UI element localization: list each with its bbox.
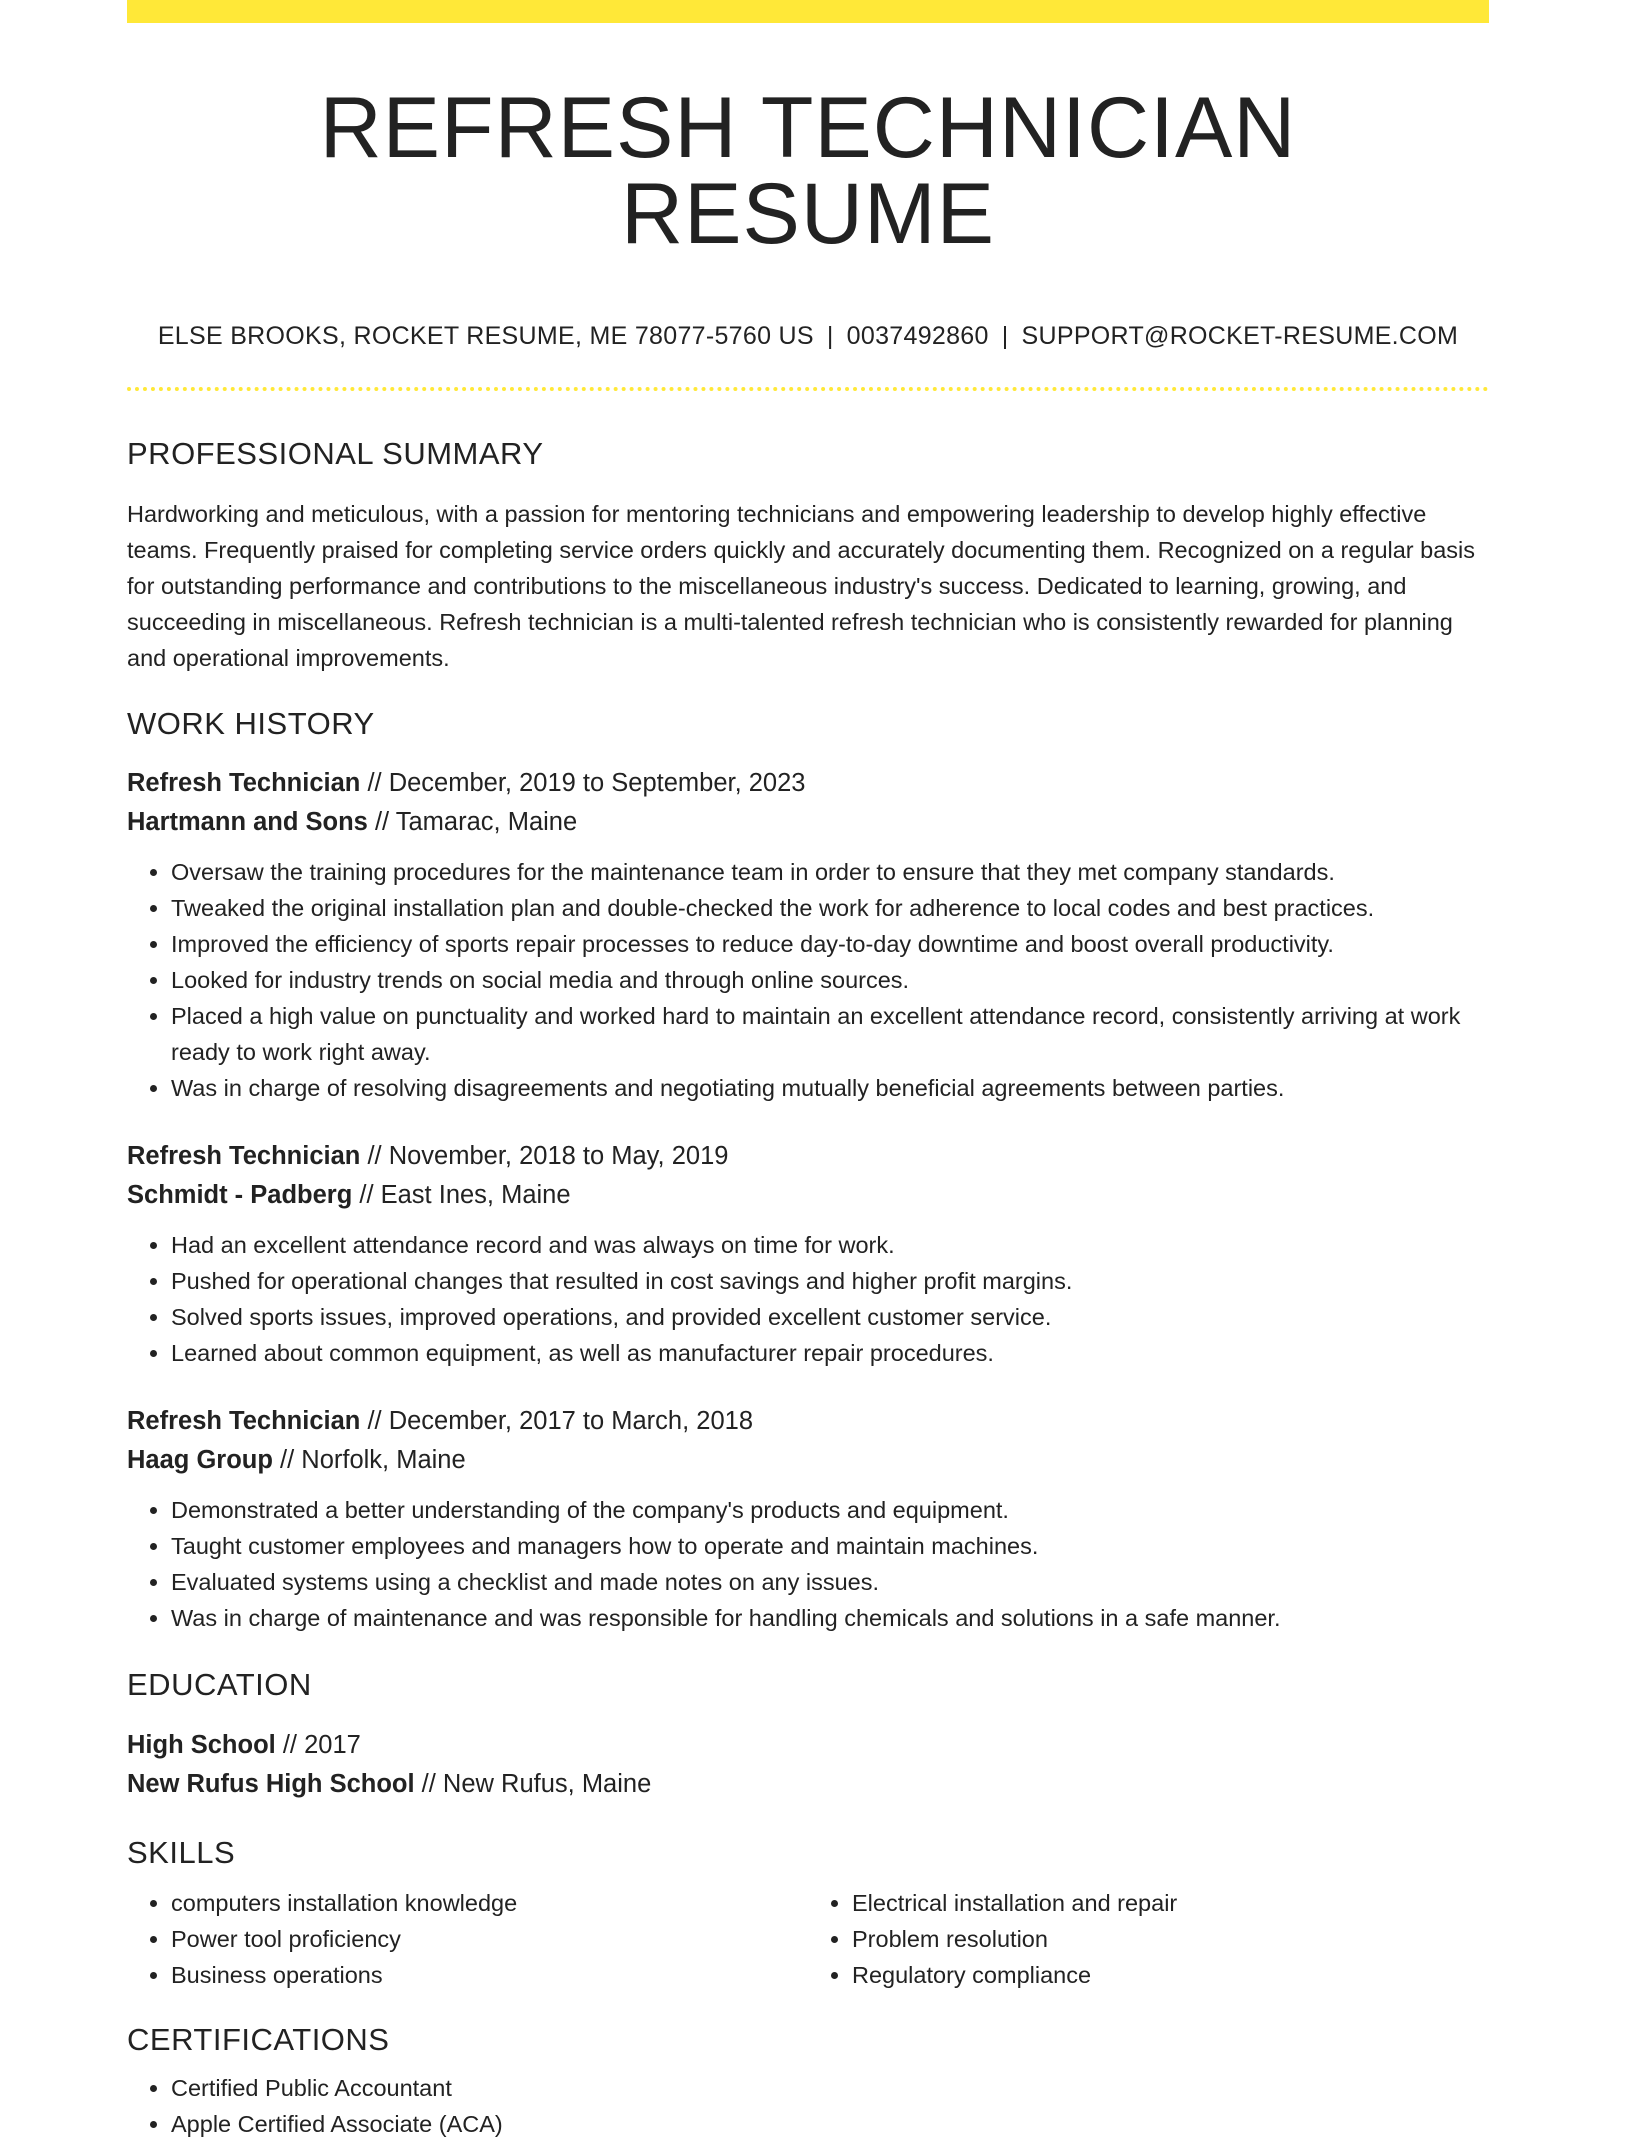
accent-top-bar	[127, 0, 1489, 23]
summary-text: Hardworking and meticulous, with a passion for mentoring technicians and empowering leadership to develop highly effective teams. Frequently praised for completing service orders quickly and accurately documenting them. Recognized on a regular basis for outstanding performance and contributions to the miscellaneous industry's success. Dedicated to learning, growing, and succeeding in miscellaneous. Refresh technician is a multi-talented refresh technician who is consistently rewarded for planning and operational improvements.	[127, 501, 1476, 672]
job-bullets	[127, 854, 1489, 1106]
job-location: // Tamarac, Maine	[367, 808, 578, 837]
job-company-line	[127, 803, 1489, 842]
list-item: • Oversaw the training procedures for the maintenance team in order to ensure that they met company standards.	[171, 854, 1489, 890]
work-history-heading: WORK HISTORY	[127, 706, 375, 742]
list-item: • Solved sports issues, improved operations, and provided excellent customer service.	[171, 1299, 1489, 1335]
job-company: Schmidt - Padberg	[127, 1181, 353, 1210]
list-item: • Pushed for operational changes that resulted in cost savings and higher profit margins.	[171, 1263, 1489, 1299]
contact-separator: |	[1001, 322, 1009, 350]
education-degree: High School	[127, 1730, 276, 1759]
skills-columns	[127, 1885, 1489, 1993]
list-item: • Was in charge of resolving disagreements and negotiating mutually beneficial agreements between parties.	[171, 1070, 1489, 1106]
contact-phone: 0037492860	[846, 322, 989, 350]
job-title-line	[127, 764, 1489, 803]
list-item: • Evaluated systems using a checklist and made notes on any issues.	[171, 1564, 1489, 1600]
job-company: Haag Group	[127, 1446, 273, 1475]
list-item: • Learned about common equipment, as well as manufacturer repair procedures.	[171, 1335, 1489, 1371]
list-item: • Demonstrated a better understanding of the company's products and equipment.	[171, 1492, 1489, 1528]
list-item: • Had an excellent attendance record and was always on time for work.	[171, 1227, 1489, 1263]
contact-line	[127, 321, 1489, 351]
list-item: • Tweaked the original installation plan and double-checked the work for adherence to local codes and best practices.	[171, 890, 1489, 926]
skills-left-list	[127, 1885, 808, 1993]
list-item: • Improved the efficiency of sports repair processes to reduce day-to-day downtime and boost overall productivity.	[171, 926, 1489, 962]
list-item: • Electrical installation and repair	[852, 1885, 1489, 1921]
job-bullets	[127, 1492, 1489, 1636]
job-dates: // December, 2019 to September, 2023	[360, 769, 806, 798]
education-school: New Rufus High School	[127, 1769, 415, 1798]
list-item: • Business operations	[171, 1957, 808, 1993]
dotted-divider	[127, 387, 1489, 391]
list-item: • Placed a high value on punctuality and worked hard to maintain an excellent attendance record, consistently arriving at work ready to work right away.	[171, 998, 1489, 1070]
job-company-line	[127, 1176, 1489, 1215]
job-title: Refresh Technician	[127, 1407, 361, 1436]
list-item: • Problem resolution	[852, 1921, 1489, 1957]
list-item: • Apple Certified Associate (ACA)	[171, 2106, 1489, 2142]
certifications-heading: CERTIFICATIONS	[127, 2021, 390, 2057]
job-dates: // November, 2018 to May, 2019	[360, 1142, 729, 1171]
education-entry	[127, 1726, 1489, 1804]
certifications-list	[127, 2070, 1489, 2142]
list-item: • Regulatory compliance	[852, 1957, 1489, 1993]
skills-right-list	[808, 1885, 1489, 1993]
contact-address: ELSE BROOKS, ROCKET RESUME, ME 78077-5760 US	[157, 322, 814, 350]
job-title: Refresh Technician	[127, 769, 361, 798]
summary-heading: PROFESSIONAL SUMMARY	[127, 436, 544, 471]
resume-title: REFRESH TECHNICIAN RESUME	[319, 80, 1297, 262]
skills-heading: SKILLS	[127, 1834, 236, 1870]
job-title: Refresh Technician	[127, 1142, 361, 1171]
list-item: • Certified Public Accountant	[171, 2070, 1489, 2106]
education-school-line	[127, 1765, 1489, 1804]
education-location: // New Rufus, Maine	[414, 1769, 652, 1798]
education-year: // 2017	[275, 1730, 361, 1759]
job-entry	[127, 1137, 1489, 1371]
education-heading: EDUCATION	[127, 1667, 312, 1703]
resume-page	[127, 0, 1489, 2142]
job-company-line	[127, 1441, 1489, 1480]
list-item: • Was in charge of maintenance and was responsible for handling chemicals and solutions in a safe manner.	[171, 1600, 1489, 1636]
job-entry	[127, 764, 1489, 1106]
job-bullets	[127, 1227, 1489, 1371]
job-title-line	[127, 1402, 1489, 1441]
job-entry	[127, 1402, 1489, 1636]
job-title-line	[127, 1137, 1489, 1176]
list-item: • Taught customer employees and managers how to operate and maintain machines.	[171, 1528, 1489, 1564]
list-item: • Looked for industry trends on social media and through online sources.	[171, 962, 1489, 998]
list-item: • computers installation knowledge	[171, 1885, 808, 1921]
job-dates: // December, 2017 to March, 2018	[360, 1407, 753, 1436]
education-degree-line	[127, 1726, 1489, 1765]
job-location: // Norfolk, Maine	[272, 1446, 466, 1475]
contact-email: SUPPORT@ROCKET-RESUME.COM	[1021, 322, 1459, 350]
list-item: • Power tool proficiency	[171, 1921, 808, 1957]
job-location: // East Ines, Maine	[352, 1181, 571, 1210]
contact-separator: |	[826, 322, 834, 350]
job-company: Hartmann and Sons	[127, 808, 368, 837]
